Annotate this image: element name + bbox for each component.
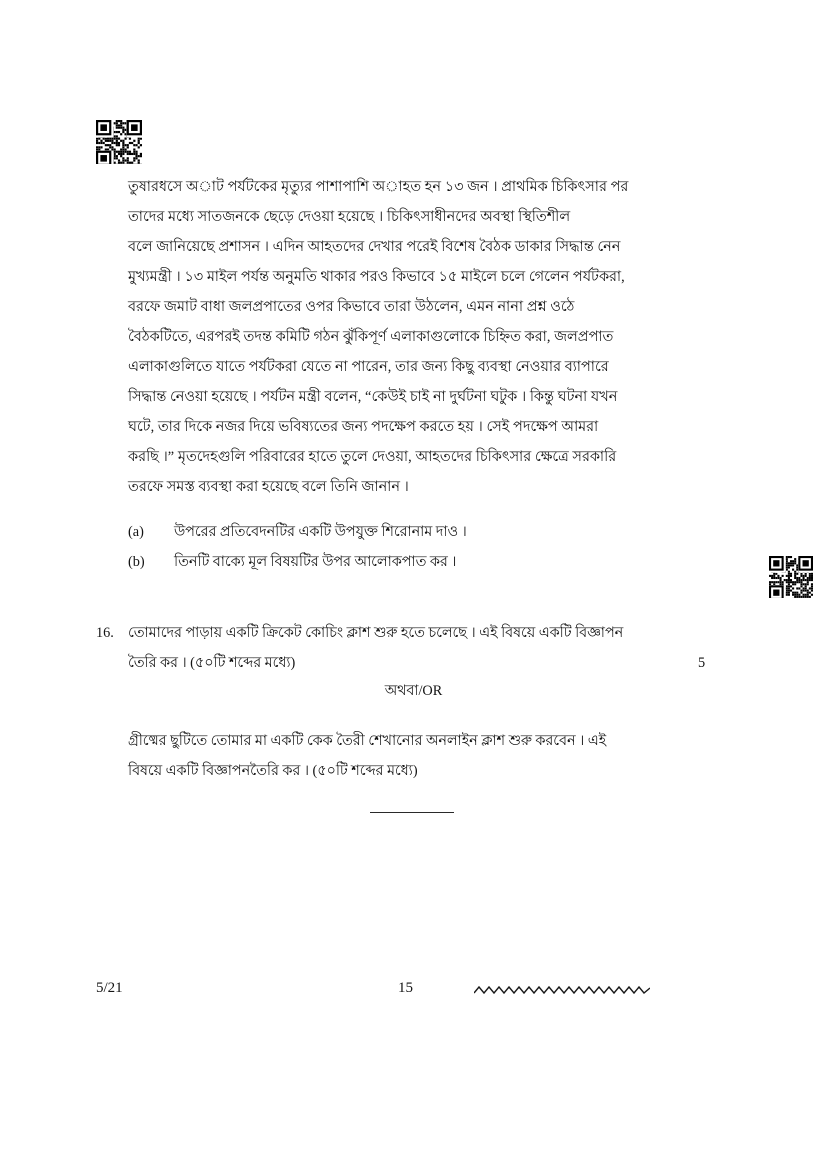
passage-line (128, 202, 693, 232)
qr-code-right-margin (769, 556, 813, 598)
passage-line (128, 322, 693, 352)
passage-line-text: করছি ।” মৃতদেহগুলি পরিবারের হাতে তুলে দেওয়া, আহতদের চিকিৎসার ক্ষেত্রে সরকারি (128, 449, 617, 465)
question-16-line: তোমাদের পাড়ায় একটি ক্রিকেট কোচিং ক্লাশ শুরু হতে চলেছে । এই বিষয়ে একটি বিজ্ঞাপন (128, 625, 624, 641)
passage-line-text: বৈঠকটিতে, এরপরই তদন্ত কমিটি গঠন ঝুঁকিপূর্ণ এলাকাগুলোকে চিহ্নিত করা, জলপ্রপাত (128, 329, 614, 345)
sub-question-b-text: তিনটি বাক্যে মূল বিষয়টির উপর আলোকপাত কর । (174, 554, 457, 570)
or-separator-label: অথবা/OR (384, 683, 443, 699)
sub-question-b (128, 547, 456, 577)
passage-line-text: ঘটে, তার দিকে নজর দিয়ে ভবিষ্যতের জন্য পদক্ষেপ করতে হয় । সেই পদক্ষেপ আমরা (128, 419, 599, 435)
question-16-number: 16. (96, 625, 114, 641)
passage-line (128, 232, 693, 262)
passage-text (128, 172, 693, 502)
qr-code-top-left (96, 120, 142, 164)
passage-line (128, 382, 693, 412)
question-16-alt-line: গ্রীষ্মের ছুটিতে তোমার মা একটি কেক তৈরী শেখানোর অনলাইন ক্লাশ শুরু করবেন । এই (128, 733, 607, 749)
passage-line-text: বলে জানিয়েছে প্রশাসন । এদিন আহতদের দেখার পরেই বিশেষ বৈঠক ডাকার সিদ্ধান্ত নেন (128, 239, 621, 255)
passage-line (128, 412, 693, 442)
question-16-marks: 5 (698, 655, 706, 671)
squiggle-ornament (474, 984, 650, 998)
sub-question-a (128, 517, 467, 547)
passage-line (128, 172, 693, 202)
sub-question-a-label: (a) (128, 524, 144, 540)
sub-question-b-label: (b) (128, 554, 145, 570)
passage-line-text: এলাকাগুলিতে যাতে পর্যটকরা যেতে না পারেন, তার জন্য কিছু ব্যবস্থা নেওয়ার ব্যাপারে (128, 359, 609, 375)
passage-line-text: তরফে সমস্ত ব্যবস্থা করা হয়েছে বলে তিনি জানান । (128, 479, 409, 495)
question-16-line: তৈরি কর । (৫০টি শব্দের মধ্যে) (128, 655, 296, 671)
passage-line (128, 262, 693, 292)
passage-line (128, 472, 693, 502)
passage-line-text: সিদ্ধান্ত নেওয়া হয়েছে । পর্যটন মন্ত্রী বলেন, “কেউই চাই না দুর্ঘটনা ঘটুক । কিন্তু ঘটনা যখন (128, 389, 618, 405)
passage-line (128, 352, 693, 382)
question-16-alt-line: বিষয়ে একটি বিজ্ঞাপনতৈরি কর । (৫০টি শব্দের মধ্যে) (128, 763, 418, 779)
passage-line-text: তাদের মধ্যে সাতজনকে ছেড়ে দেওয়া হয়েছে । চিকিৎসাধীনদের অবস্থা স্থিতিশীল (128, 209, 571, 225)
passage-line-text: মুখ্যমন্ত্রী । ১৩ মাইল পর্যন্ত অনুমতি থাকার পরও কিভাবে ১৫ মাইলে চলে গেলেন পর্যটকরা, (128, 269, 625, 285)
sub-question-a-text: উপরের প্রতিবেদনটির একটি উপযুক্ত শিরোনাম দাও । (174, 524, 467, 540)
footer-page-label: 5/21 (96, 980, 123, 996)
question-16-body (128, 618, 693, 678)
question-16-alternative (128, 726, 693, 786)
passage-line-text: বরফে জমাট বাধা জলপ্রপাতের ওপর কিভাবে তারা উঠলেন, এমন নানা প্রশ্ন ওঠে (128, 299, 575, 315)
passage-line-text: তুষারধসে অাট পর্যটকের মৃত্যুর পাশাপাশি অাহত হন ১৩ জন । প্রাথমিক চিকিৎসার পর (128, 179, 629, 195)
passage-line (128, 442, 693, 472)
passage-line (128, 292, 693, 322)
footer-page-number: 15 (398, 980, 413, 996)
horizontal-rule (370, 812, 454, 813)
